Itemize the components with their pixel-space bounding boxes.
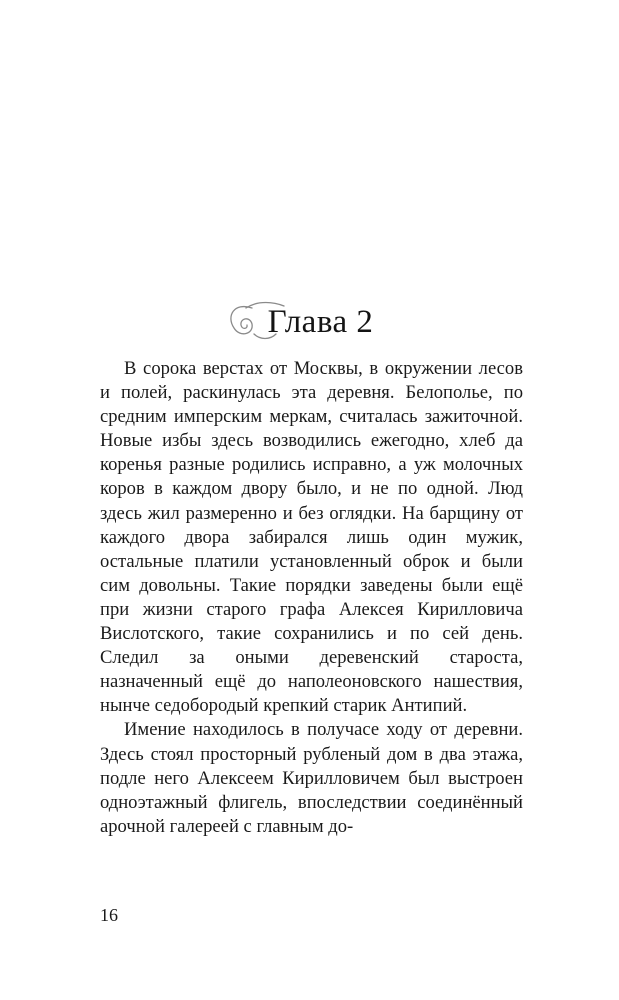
page-number: 16: [100, 905, 118, 925]
chapter-title: Глава 2: [267, 304, 374, 340]
chapter-title-wrap: [246, 292, 374, 352]
body-text: [100, 357, 523, 839]
chapter-heading: [0, 292, 619, 352]
flourish-swirl-icon: [224, 294, 294, 350]
paragraph: Имение находилось в получасе ходу от деревни. Здесь стоял просторный рубленый дом в два этажа, подле него Алексеем Кирилловичем был выстроен одноэтажный флигель, впоследствии соединённый арочной галереей с главным до-: [100, 719, 523, 837]
paragraph: В сорока верстах от Москвы, в окружении лесов и полей, раскинулась эта деревня. Белополье, по средним имперским меркам, считалась зажиточной. Новые избы здесь возводились ежегодно, хлеб да коренья разные родились исправно, а уж молочных коров в каждом двору было, и не по одной. Люд здесь жил размеренно и без оглядки. На барщину от каждого двора забирался лишь один мужик, остальные платили установленный оброк и были сим довольны. Такие порядки заведены были ещё при жизни старого графа Алексея Кирилловича Вислотского, такие сохранились и по сей день. Следил за оными деревенский староста, назначенный ещё до наполеоновского нашествия, нынче седобородый крепкий старик Антипий.: [100, 358, 523, 717]
